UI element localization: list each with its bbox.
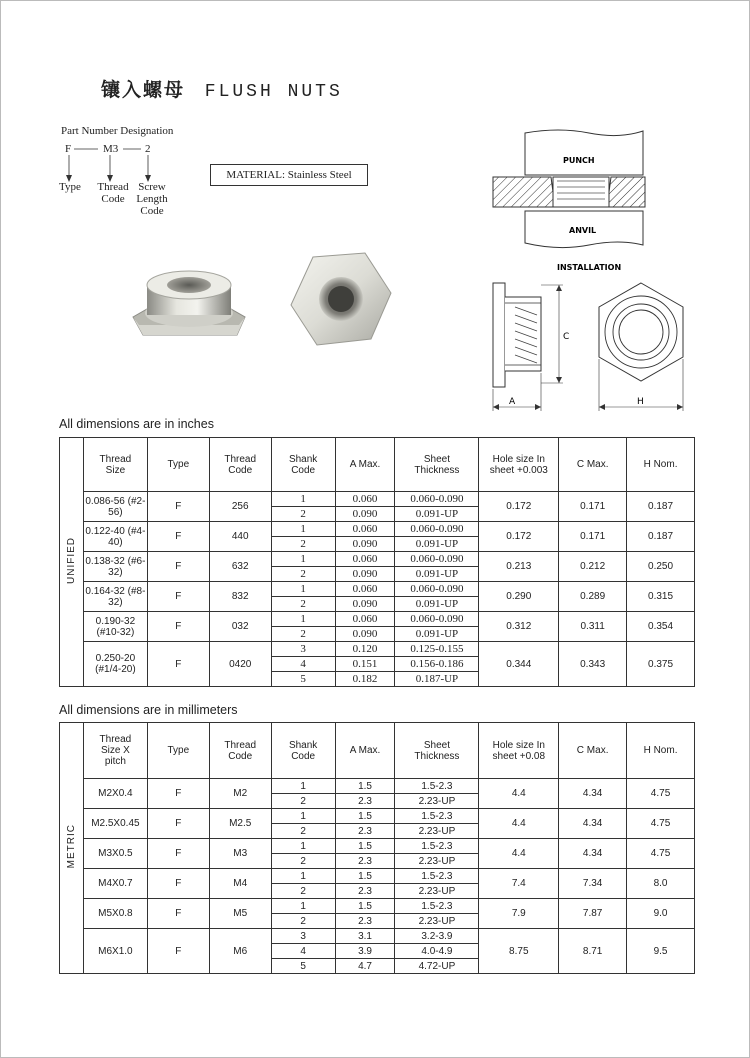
designation-thread-value: M3 <box>103 143 119 155</box>
hole-size-cell: 4.4 <box>479 779 559 809</box>
column-header: Sheet Thickness <box>395 438 479 492</box>
sheet-thickness-cell: 2.23-UP <box>395 884 479 899</box>
sheet-thickness-cell: 0.156-0.186 <box>395 657 479 672</box>
table-row <box>60 839 695 854</box>
sheet-thickness-cell: 1.5-2.3 <box>395 899 479 914</box>
group-label-cell <box>60 438 84 687</box>
group-label: METRIC <box>65 824 77 869</box>
a-max-cell: 0.090 <box>335 627 395 642</box>
hole-size-cell: 4.4 <box>479 809 559 839</box>
hole-size-cell: 0.290 <box>479 582 559 612</box>
thread-code-cell: 032 <box>209 612 271 642</box>
sheet-thickness-cell: 1.5-2.3 <box>395 809 479 824</box>
sheet-thickness-cell: 2.23-UP <box>395 854 479 869</box>
sheet-thickness-cell: 0.091-UP <box>395 537 479 552</box>
c-max-cell: 0.212 <box>559 552 627 582</box>
column-header: A Max. <box>335 723 395 779</box>
thread-code-cell: 0420 <box>209 642 271 687</box>
thread-size-cell: 0.086-56 (#2-56) <box>83 492 147 522</box>
a-max-cell: 0.060 <box>335 612 395 627</box>
table-header-row <box>60 438 695 492</box>
a-max-cell: 2.3 <box>335 794 395 809</box>
hole-size-cell: 0.172 <box>479 492 559 522</box>
table-row <box>60 779 695 794</box>
a-max-cell: 1.5 <box>335 839 395 854</box>
installation-diagram <box>489 127 649 277</box>
a-max-cell: 0.090 <box>335 567 395 582</box>
type-cell: F <box>147 642 209 687</box>
sheet-thickness-cell: 2.23-UP <box>395 794 479 809</box>
sheet-thickness-cell: 3.2-3.9 <box>395 929 479 944</box>
a-max-cell: 0.182 <box>335 672 395 687</box>
thread-size-cell: 0.164-32 (#8-32) <box>83 582 147 612</box>
shank-code-cell: 2 <box>271 567 335 582</box>
column-header: H Nom. <box>627 438 695 492</box>
shank-code-cell: 2 <box>271 627 335 642</box>
column-header: Thread Size X pitch <box>83 723 147 779</box>
thread-size-cell: 0.190-32 (#10-32) <box>83 612 147 642</box>
table-row <box>60 552 695 567</box>
shank-code-cell: 4 <box>271 944 335 959</box>
hole-size-cell: 4.4 <box>479 839 559 869</box>
designation-type-label: Type <box>59 181 81 193</box>
a-max-cell: 1.5 <box>335 899 395 914</box>
shank-code-cell: 1 <box>271 809 335 824</box>
sheet-thickness-cell: 4.72-UP <box>395 959 479 974</box>
installation-label: INSTALLATION <box>557 263 622 272</box>
hole-size-cell: 0.312 <box>479 612 559 642</box>
column-header: Thread Code <box>209 438 271 492</box>
designation-length-value: 2 <box>145 143 151 155</box>
shank-code-cell: 1 <box>271 582 335 597</box>
designation-type-value: F <box>65 143 72 155</box>
designation-arrows <box>61 141 171 185</box>
sheet-thickness-cell: 1.5-2.3 <box>395 779 479 794</box>
title-chinese: 镶入螺母 <box>101 80 186 101</box>
thread-size-cell: 0.122-40 (#4-40) <box>83 522 147 552</box>
a-max-cell: 0.090 <box>335 507 395 522</box>
side-section-drawing <box>487 277 579 417</box>
sheet-thickness-cell: 2.23-UP <box>395 914 479 929</box>
designation-thread-label: Thread Code <box>97 181 129 205</box>
hex-top-view <box>593 279 689 415</box>
dim-h-label: H <box>637 397 644 407</box>
h-nom-cell: 9.0 <box>627 899 695 929</box>
h-nom-cell: 0.354 <box>627 612 695 642</box>
type-cell: F <box>147 929 209 974</box>
a-max-cell: 2.3 <box>335 914 395 929</box>
a-max-cell: 1.5 <box>335 779 395 794</box>
a-max-cell: 1.5 <box>335 809 395 824</box>
unified-spec-table <box>59 437 695 687</box>
column-header: Type <box>147 723 209 779</box>
h-nom-cell: 4.75 <box>627 839 695 869</box>
designation-screw-label: Screw Length Code <box>136 181 168 217</box>
table-header-row <box>60 723 695 779</box>
thread-size-cell: M4X0.7 <box>83 869 147 899</box>
h-nom-cell: 0.315 <box>627 582 695 612</box>
type-cell: F <box>147 612 209 642</box>
c-max-cell: 7.87 <box>559 899 627 929</box>
type-cell: F <box>147 869 209 899</box>
a-max-cell: 0.060 <box>335 552 395 567</box>
table-row <box>60 809 695 824</box>
a-max-cell: 1.5 <box>335 869 395 884</box>
h-nom-cell: 9.5 <box>627 929 695 974</box>
sheet-thickness-cell: 0.060-0.090 <box>395 552 479 567</box>
column-header: Type <box>147 438 209 492</box>
a-max-cell: 2.3 <box>335 824 395 839</box>
a-max-cell: 4.7 <box>335 959 395 974</box>
thread-size-cell: M2X0.4 <box>83 779 147 809</box>
thread-code-cell: M2.5 <box>209 809 271 839</box>
column-header: Shank Code <box>271 438 335 492</box>
column-header: Hole size In sheet +0.08 <box>479 723 559 779</box>
shank-code-cell: 2 <box>271 824 335 839</box>
h-nom-cell: 0.250 <box>627 552 695 582</box>
sheet-thickness-cell: 1.5-2.3 <box>395 839 479 854</box>
column-header: Sheet Thickness <box>395 723 479 779</box>
shank-code-cell: 2 <box>271 884 335 899</box>
shank-code-cell: 1 <box>271 899 335 914</box>
punch-label: PUNCH <box>563 156 595 165</box>
table-row <box>60 492 695 507</box>
flush-nut-photo-hex <box>285 249 395 359</box>
type-cell: F <box>147 839 209 869</box>
column-header: C Max. <box>559 723 627 779</box>
c-max-cell: 0.289 <box>559 582 627 612</box>
shank-code-cell: 1 <box>271 779 335 794</box>
c-max-cell: 0.171 <box>559 492 627 522</box>
h-nom-cell: 0.375 <box>627 642 695 687</box>
shank-code-cell: 1 <box>271 552 335 567</box>
table-row <box>60 929 695 944</box>
c-max-cell: 0.171 <box>559 522 627 552</box>
sheet-thickness-cell: 0.187-UP <box>395 672 479 687</box>
h-nom-cell: 4.75 <box>627 809 695 839</box>
sheet-thickness-cell: 4.0-4.9 <box>395 944 479 959</box>
page-title <box>101 75 343 102</box>
thread-code-cell: 440 <box>209 522 271 552</box>
dim-a-label: A <box>509 397 516 407</box>
hole-size-cell: 0.213 <box>479 552 559 582</box>
column-header: A Max. <box>335 438 395 492</box>
shank-code-cell: 2 <box>271 794 335 809</box>
shank-code-cell: 1 <box>271 869 335 884</box>
thread-size-cell: 0.138-32 (#6-32) <box>83 552 147 582</box>
type-cell: F <box>147 582 209 612</box>
thread-size-cell: M3X0.5 <box>83 839 147 869</box>
hole-size-cell: 0.172 <box>479 522 559 552</box>
h-nom-cell: 0.187 <box>627 492 695 522</box>
sheet-thickness-cell: 0.091-UP <box>395 507 479 522</box>
shank-code-cell: 4 <box>271 657 335 672</box>
shank-code-cell: 5 <box>271 672 335 687</box>
thread-size-cell: M2.5X0.45 <box>83 809 147 839</box>
type-cell: F <box>147 522 209 552</box>
sheet-thickness-cell: 0.060-0.090 <box>395 582 479 597</box>
shank-code-cell: 1 <box>271 839 335 854</box>
shank-code-cell: 1 <box>271 612 335 627</box>
column-header: Hole size In sheet +0.003 <box>479 438 559 492</box>
table-row <box>60 612 695 627</box>
thread-size-cell: 0.250-20 (#1/4-20) <box>83 642 147 687</box>
type-cell: F <box>147 492 209 522</box>
shank-code-cell: 2 <box>271 914 335 929</box>
a-max-cell: 3.1 <box>335 929 395 944</box>
thread-size-cell: M6X1.0 <box>83 929 147 974</box>
column-header: C Max. <box>559 438 627 492</box>
shank-code-cell: 2 <box>271 854 335 869</box>
title-english: FLUSH NUTS <box>204 82 343 102</box>
hole-size-cell: 7.4 <box>479 869 559 899</box>
table-row <box>60 522 695 537</box>
sheet-thickness-cell: 0.060-0.090 <box>395 612 479 627</box>
a-max-cell: 0.060 <box>335 522 395 537</box>
h-nom-cell: 4.75 <box>627 779 695 809</box>
sheet-thickness-cell: 1.5-2.3 <box>395 869 479 884</box>
h-nom-cell: 0.187 <box>627 522 695 552</box>
a-max-cell: 3.9 <box>335 944 395 959</box>
dim-c-label: C <box>563 332 570 342</box>
thread-code-cell: M4 <box>209 869 271 899</box>
metric-spec-table <box>59 722 695 974</box>
type-cell: F <box>147 779 209 809</box>
type-cell: F <box>147 552 209 582</box>
a-max-cell: 0.060 <box>335 582 395 597</box>
anvil-label: ANVIL <box>569 226 597 235</box>
shank-code-cell: 2 <box>271 597 335 612</box>
hole-size-cell: 7.9 <box>479 899 559 929</box>
thread-code-cell: 632 <box>209 552 271 582</box>
c-max-cell: 4.34 <box>559 779 627 809</box>
thread-code-cell: 832 <box>209 582 271 612</box>
table-row <box>60 642 695 657</box>
thread-size-cell: M5X0.8 <box>83 899 147 929</box>
a-max-cell: 0.120 <box>335 642 395 657</box>
shank-code-cell: 1 <box>271 492 335 507</box>
thread-code-cell: 256 <box>209 492 271 522</box>
shank-code-cell: 3 <box>271 929 335 944</box>
shank-code-cell: 2 <box>271 507 335 522</box>
shank-code-cell: 2 <box>271 537 335 552</box>
shank-code-cell: 5 <box>271 959 335 974</box>
c-max-cell: 8.71 <box>559 929 627 974</box>
shank-code-cell: 3 <box>271 642 335 657</box>
table-row <box>60 899 695 914</box>
column-header: H Nom. <box>627 723 695 779</box>
designation-heading: Part Number Designation <box>61 125 174 137</box>
column-header: Thread Size <box>83 438 147 492</box>
c-max-cell: 0.311 <box>559 612 627 642</box>
hole-size-cell: 8.75 <box>479 929 559 974</box>
unified-units-note: All dimensions are in inches <box>59 417 214 431</box>
thread-code-cell: M6 <box>209 929 271 974</box>
a-max-cell: 2.3 <box>335 854 395 869</box>
sheet-thickness-cell: 0.060-0.090 <box>395 522 479 537</box>
a-max-cell: 0.090 <box>335 537 395 552</box>
thread-code-cell: M2 <box>209 779 271 809</box>
table-row <box>60 582 695 597</box>
thread-code-cell: M3 <box>209 839 271 869</box>
sheet-thickness-cell: 0.091-UP <box>395 567 479 582</box>
metric-units-note: All dimensions are in millimeters <box>59 703 238 717</box>
c-max-cell: 7.34 <box>559 869 627 899</box>
a-max-cell: 0.060 <box>335 492 395 507</box>
type-cell: F <box>147 809 209 839</box>
table-row <box>60 869 695 884</box>
group-label: UNIFIED <box>65 537 77 584</box>
sheet-thickness-cell: 0.091-UP <box>395 627 479 642</box>
sheet-thickness-cell: 0.060-0.090 <box>395 492 479 507</box>
type-cell: F <box>147 899 209 929</box>
h-nom-cell: 8.0 <box>627 869 695 899</box>
column-header: Shank Code <box>271 723 335 779</box>
c-max-cell: 4.34 <box>559 839 627 869</box>
c-max-cell: 4.34 <box>559 809 627 839</box>
a-max-cell: 2.3 <box>335 884 395 899</box>
group-label-cell <box>60 723 84 974</box>
sheet-thickness-cell: 0.125-0.155 <box>395 642 479 657</box>
a-max-cell: 0.151 <box>335 657 395 672</box>
shank-code-cell: 1 <box>271 522 335 537</box>
thread-code-cell: M5 <box>209 899 271 929</box>
c-max-cell: 0.343 <box>559 642 627 687</box>
flush-nut-photo-side <box>129 263 249 353</box>
a-max-cell: 0.090 <box>335 597 395 612</box>
hole-size-cell: 0.344 <box>479 642 559 687</box>
material-box: MATERIAL: Stainless Steel <box>210 164 368 186</box>
column-header: Thread Code <box>209 723 271 779</box>
sheet-thickness-cell: 2.23-UP <box>395 824 479 839</box>
sheet-thickness-cell: 0.091-UP <box>395 597 479 612</box>
